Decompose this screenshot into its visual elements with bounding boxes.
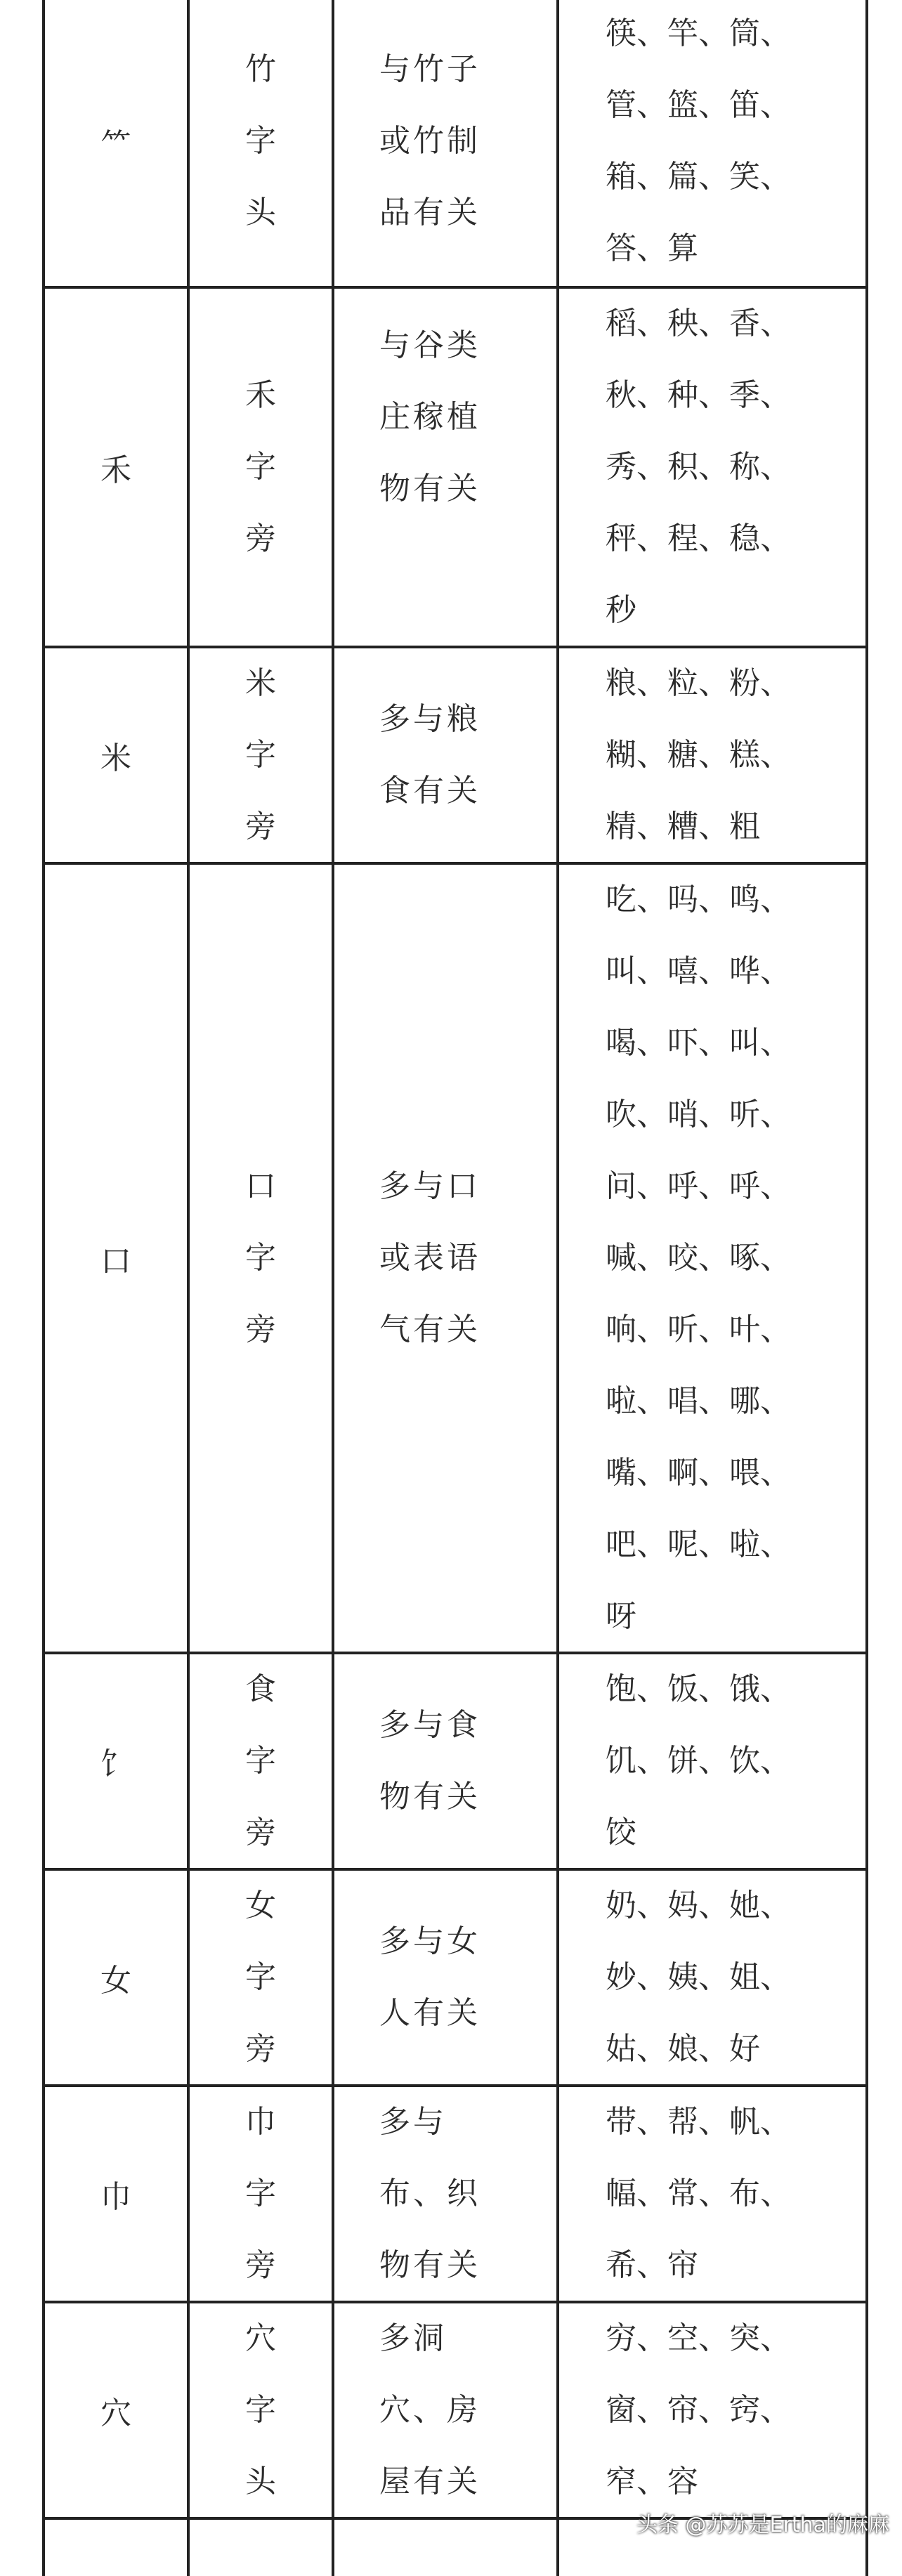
- radical-text: 饣: [100, 1746, 131, 1782]
- table-row: [45, 2303, 865, 2520]
- radical-text: 女: [100, 1963, 131, 1999]
- name-char: 字: [245, 737, 276, 773]
- name-char: 字: [245, 2392, 276, 2428]
- example-chars: 吃、吗、鸣、叫、嘻、哗、喝、吓、叫、吹、哨、听、问、呼、呼、喊、咬、啄、响、听、叶、啦、唱、哪、嘴、啊、喂、吧、呢、啦、呀: [606, 882, 791, 1634]
- radical-name-cell: [190, 648, 334, 862]
- radical-name-cell: [190, 2303, 334, 2517]
- meaning-text: 与谷类庄稼植物有关: [379, 327, 481, 506]
- name-char: 旁: [245, 809, 276, 844]
- meaning-text: 多与食物有关: [379, 1707, 481, 1815]
- name-char: 食: [245, 1671, 276, 1707]
- example-chars-cell: [559, 2087, 865, 2301]
- example-chars: 饱、饭、饿、饥、饼、饮、饺: [606, 1671, 791, 1850]
- name-char: 竹: [245, 51, 276, 87]
- meaning-text: 多与布、织物有关: [379, 2104, 481, 2283]
- name-char: 巾: [245, 2104, 276, 2140]
- example-chars-cell: [559, 289, 865, 646]
- name-char: 旁: [245, 1815, 276, 1850]
- meaning-cell: [334, 648, 559, 862]
- meaning-text: 多与口或表语气有关: [379, 1168, 481, 1347]
- radical-text: 穴: [100, 2395, 131, 2431]
- radical-text: ⺮: [100, 126, 131, 162]
- example-chars: 筷、竿、筒、管、篮、笛、箱、篇、笑、答、算: [606, 15, 791, 266]
- radical-name-cell: [190, 0, 334, 286]
- radical-cell: [45, 865, 190, 1652]
- radical-name-cell: [190, 2087, 334, 2301]
- table-row: [45, 1871, 865, 2087]
- radical-cell: [45, 289, 190, 646]
- name-char: 字: [245, 1959, 276, 1995]
- radical-cell: [45, 1871, 190, 2084]
- example-chars-cell: [559, 1654, 865, 1868]
- radical-name-cell: [190, 1871, 334, 2084]
- meaning-text: 多与粮食有关: [379, 701, 481, 809]
- table-row: [45, 2087, 865, 2303]
- watermark-text: 头条 @苏苏是Ertha的麻麻: [636, 2513, 889, 2537]
- example-chars-cell: [559, 865, 865, 1652]
- meaning-cell: [334, 2303, 559, 2517]
- table-row: [45, 0, 865, 289]
- meaning-cell: [334, 2087, 559, 2301]
- meaning-cell: [334, 0, 559, 286]
- name-char: 字: [245, 1743, 276, 1779]
- example-chars-cell: [559, 0, 865, 286]
- radical-cell: [45, 2303, 190, 2517]
- meaning-cell: [334, 1654, 559, 1868]
- radical-cell: [45, 648, 190, 862]
- radical-name-cell: [190, 289, 334, 646]
- name-char: 旁: [245, 2031, 276, 2067]
- name-char: 头: [245, 194, 276, 230]
- meaning-cell: [334, 1871, 559, 2084]
- radical-name-cell: [190, 2520, 334, 2576]
- radical-cell: [45, 2087, 190, 2301]
- meaning-text: 多洞穴、房屋有关: [379, 2320, 481, 2499]
- name-char: 女: [245, 1888, 276, 1923]
- example-chars: 粮、粒、粉、糊、糖、糕、精、糟、粗: [606, 665, 791, 844]
- radical-text: 禾: [100, 452, 131, 488]
- table-row: [45, 648, 865, 865]
- table-row: [45, 289, 865, 648]
- meaning-cell: [334, 2520, 559, 2576]
- example-chars: 稻、秧、香、秋、种、季、秀、积、称、秤、程、稳、秒: [606, 306, 791, 628]
- radical-cell: [45, 2520, 190, 2576]
- example-chars-cell: [559, 1871, 865, 2084]
- example-chars: 奶、妈、她、妙、姨、姐、姑、娘、好: [606, 1888, 791, 2067]
- meaning-cell: [334, 865, 559, 1652]
- name-char: 字: [245, 2176, 276, 2211]
- radical-cell: [45, 1654, 190, 1868]
- name-char: 旁: [245, 521, 276, 556]
- name-char: 旁: [245, 1312, 276, 1347]
- example-chars: 穷、空、突、窗、帘、窍、窄、容: [606, 2320, 791, 2499]
- radical-cell: [45, 0, 190, 286]
- name-char: 旁: [245, 2247, 276, 2283]
- name-char: 字: [245, 122, 276, 159]
- radical-text: 米: [100, 740, 131, 776]
- radical-name-cell: [190, 865, 334, 1652]
- radical-text: 巾: [100, 2179, 131, 2215]
- table-row: [45, 865, 865, 1654]
- radical-text: 口: [100, 1243, 131, 1279]
- meaning-cell: [334, 289, 559, 646]
- name-char: 字: [245, 1240, 276, 1276]
- table-row: [45, 1654, 865, 1871]
- name-char: 字: [245, 449, 276, 485]
- name-char: 禾: [245, 377, 276, 413]
- meaning-text: 与竹子或竹制品有关: [379, 51, 481, 230]
- meaning-text: 多与女人有关: [379, 1923, 481, 2031]
- radical-table: [42, 0, 868, 2576]
- example-chars: 带、帮、帆、幅、常、布、希、帘: [606, 2104, 791, 2283]
- example-chars-cell: [559, 648, 865, 862]
- name-char: 头: [245, 2464, 276, 2499]
- example-chars-cell: [559, 2303, 865, 2517]
- radical-name-cell: [190, 1654, 334, 1868]
- name-char: 口: [245, 1168, 276, 1204]
- name-char: 穴: [245, 2320, 276, 2356]
- name-char: 米: [245, 665, 276, 701]
